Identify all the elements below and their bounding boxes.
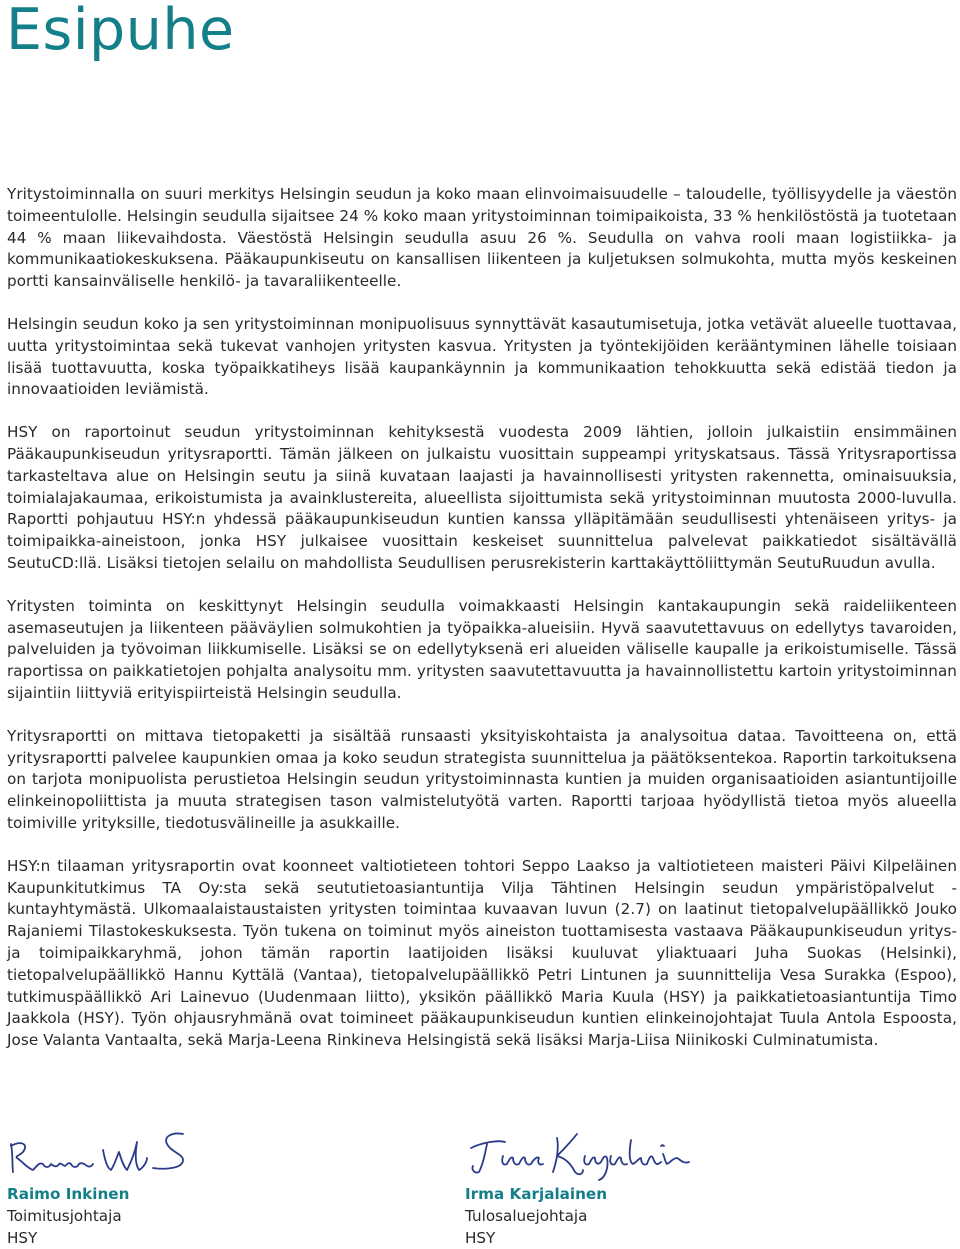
signer-name: Raimo Inkinen bbox=[7, 1185, 130, 1203]
signer-name: Irma Karjalainen bbox=[465, 1185, 608, 1203]
signature-right bbox=[465, 1128, 695, 1249]
signer-organization: HSY bbox=[465, 1228, 496, 1247]
signer-organization: HSY bbox=[7, 1228, 38, 1247]
paragraph: Yritystoiminnalla on suuri merkitys Helsingin seudun ja koko maan elinvoimaisuudelle – taloudelle, työllisyydelle ja väestön toimeentulolle. Helsingin seudulla sijaitsee 24 % koko maan yritystoiminnan toimipaikoista, 33 % henkilöstöstä ja tuotetaan 44 % maan liikevaihdosta. Väestöstä Helsingin seudulla asuu 26 %. Seudulla on vahva rooli maan logistiikka- ja kommunikaatiokeskuksena. Pääkaupunkiseutu on kansallisen liikenteen ja kuljetuksen solmukohta, mutta myös keskeinen portti kansainväliselle henkilö- ja tavaraliikenteelle. bbox=[7, 185, 957, 291]
handwritten-signature-icon bbox=[7, 1128, 197, 1184]
signer-role: Toimitusjohtaja bbox=[7, 1206, 122, 1225]
signature-block bbox=[7, 1128, 947, 1248]
paragraph: Yritysten toiminta on keskittynyt Helsingin seudulla voimakkaasti Helsingin kantakaupungin sekä raideliikenteen asemaseutujen ja liikenteen pääväylien solmukohtien ja työpaikka-alueisiin. Hyvä saavutettavuus on edellytys tavaroiden, palveluiden ja työvoiman liikkumiselle. Lisäksi se on edellytyksenä eri alueiden väliselle kaupalle ja erikoistumiselle. Tässä raportissa on paikkatietojen pohjalta analysoitu mm. yritysten saavutettavuutta ja havainnollistettu kartoin yritystoiminnan sijaintiin liittyviä erityispiirteistä Helsingin seudulla. bbox=[7, 596, 957, 702]
paragraph: HSY:n tilaaman yritysraportin ovat koonneet valtiotieteen tohtori Seppo Laakso ja valtiotieteen maisteri Päivi Kilpeläinen Kaupunkitutkimus TA Oy:sta sekä seututietoasiantuntija Vilja Tähtinen Helsingin seudun ympäristöpalvelut -kuntayhtymästä. Ulkomaalaistaustaisten yritysten toimintaa kuvaavan luvun (2.7) on laatinut tietopalvelupäällikkö Jouko Rajaniemi Tilastokeskuksesta. Työn tukena on toiminut myös aineiston tuottamisesta vastaava Pääkaupunkiseudun yritys- ja toimipaikkaryhmä, johon tämän raportin laatijoiden lisäksi kuuluvat yliaktuaari Juha Suokas (Helsinki), tietopalvelupäällikkö Hannu Kyttälä (Vantaa), tietopalvelupäällikkö Petri Lintunen ja suunnittelija Vesa Surakka (Espoo), tutkimuspäällikkö Ari Lainevuo (Uudenmaan liitto), yksikön päällikkö Maria Kuula (HSY) ja paikkatietoasiantuntija Timo Jaakkola (HSY). Työn ohjausryhmänä ovat toimineet pääkaupunkiseudun kuntien elinkeinojohtajat Tuula Antola Espoosta, Jose Valanta Vantaalta, sekä Marja-Leena Rinkineva Helsingistä sekä lisäksi Marja-Liisa Niinikoski Culminatumista. bbox=[7, 856, 957, 1050]
signature-left bbox=[7, 1128, 197, 1249]
paragraph: HSY on raportoinut seudun yritystoiminnan kehityksestä vuodesta 2009 lähtien, jolloin julkaistiin ensimmäinen Pääkaupunkiseudun yritysraportti. Tämän jälkeen on julkaistu vuosittain suppeampi yrityskatsaus. Tässä Yritysraportissa tarkasteltava alue on Helsingin seutu ja siinä kuvataan laajasti ja havainnollisesti yritysten rakennetta, ominaisuuksia, toimialajakaumaa, erikoistumista ja avainklustereita, alueellista sijoittumista sekä yritystoiminnan muutosta 2000-luvulla. Raportti pohjautuu HSY:n yhdessä pääkaupunkiseudun kuntien kanssa ylläpitämään seudullisesti yhtenäiseen yritys- ja toimipaikka-aineistoon, jonka HSY julkaisee vuosittain keskeiset suunnittelua palvelevat paikkatiedot sisältävällä SeutuCD:llä. Lisäksi tietojen selailu on mahdollista Seudullisen perusrekisterin karttakäyttöliittymän SeutuRuudun avulla. bbox=[7, 423, 957, 572]
handwritten-signature-icon bbox=[465, 1128, 695, 1184]
preface-body bbox=[7, 184, 957, 1073]
signer-role: Tulosaluejohtaja bbox=[465, 1206, 588, 1225]
page-title: Esipuhe bbox=[6, 0, 235, 63]
paragraph: Helsingin seudun koko ja sen yritystoiminnan monipuolisuus synnyttävät kasautumisetuja, jotka vetävät alueelle tuottavaa, uutta yritystoimintaa sekä tukevat vanhojen yritysten kasvua. Yritysten ja työntekijöiden kerääntyminen lähelle toisiaan lisää tuottavuutta, koska työpaikkatiheys lisää kaupankäynnin ja kommunikaation tehokkuutta sekä edistää tiedon ja innovaatioiden leviämistä. bbox=[7, 314, 957, 399]
paragraph: Yritysraportti on mittava tietopaketti ja sisältää runsaasti yksityiskohtaista ja analysoitua dataa. Tavoitteena on, että yritysraportti palvelee kaupunkien omaa ja koko seudun strategista suunnittelua ja päätöksentekoa. Raportin tarkoituksena on tarjota monipuolista perustietoa Helsingin seudun yritystoiminnasta kuntien ja muiden organisaatioiden asiantuntijoille elinkeinopoliittista ja muuta strategisen tason valmistelutyötä varten. Raportti tarjoaa hyödyllistä tietoa myös alueella toimiville yrityksille, tiedotusvälineille ja asukkaille. bbox=[7, 726, 957, 832]
